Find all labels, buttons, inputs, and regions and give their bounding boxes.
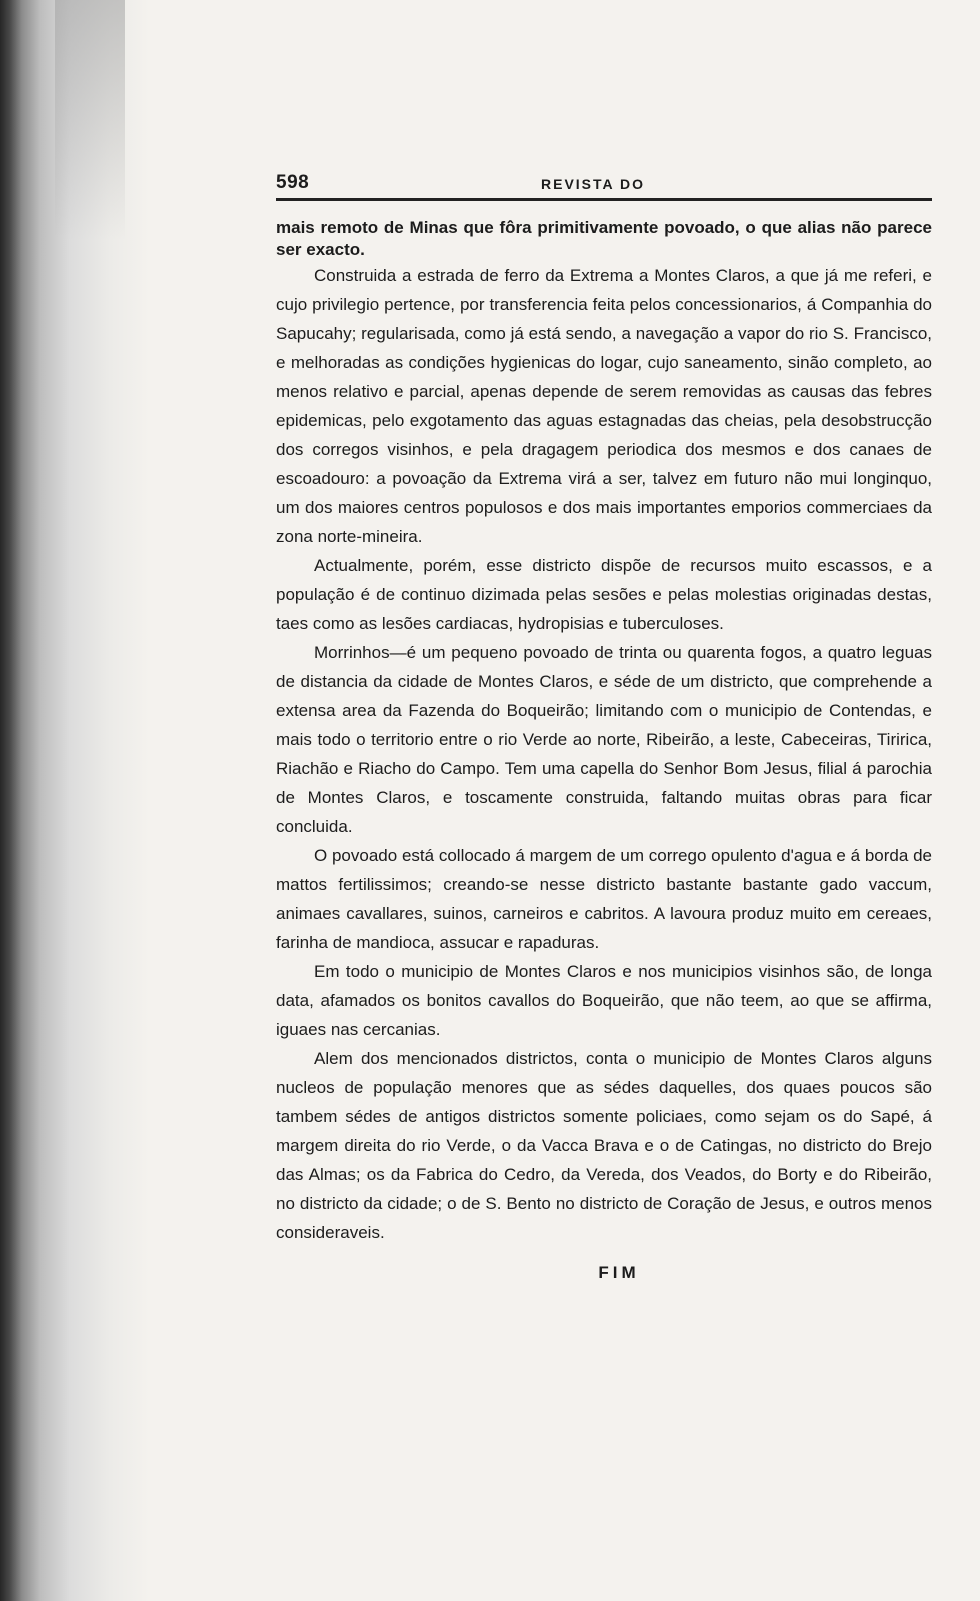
paragraph-6: Em todo o municipio de Montes Claros e nos municipios visinhos são, de longa data, afamados os bonitos cavallos do Boqueirão, que não teem, ao que se affirma, iguaes nas cercanias. (276, 962, 932, 1039)
book-page (276, 170, 932, 1283)
running-title: REVISTA DO (541, 176, 646, 192)
paragraph-1: mais remoto de Minas que fôra primitivamente povoado, o que alias não parece ser exacto. (276, 218, 932, 259)
page-number: 598 (276, 172, 310, 193)
scan-shadow (55, 0, 125, 240)
running-header (276, 170, 932, 201)
paragraph-5: O povoado está collocado á margem de um corrego opulento d'agua e á borda de mattos fertilissimos; creando-se nesse districto bastante bastante gado vaccum, animaes cavallares, suinos, carneiros e cabritos. A lavoura produz muito em cereaes, farinha de mandioca, assucar e rapaduras. (276, 846, 932, 952)
paragraph-7: Alem dos mencionados districtos, conta o municipio de Montes Claros alguns nucleos de população menores que as sédes daquelles, dos quaes poucos são tambem sédes de antigos districtos somente policiaes, como sejam os do Sapé, á margem direita do rio Verde, o da Vacca Brava e o de Catingas, no districto do Brejo das Almas; os da Fabrica do Cedro, da Vereda, dos Veados, do Borty e do Ribeirão, no districto da cidade; o de S. Bento no districto de Coração de Jesus, e outros menos consideraveis. (276, 1049, 932, 1242)
body-text (276, 217, 932, 1247)
scanned-binding-edge (0, 0, 150, 1601)
closing-mark: FIM (598, 1263, 640, 1282)
paragraph-2: Construida a estrada de ferro da Extrema a Montes Claros, a que já me referi, e cujo privilegio pertence, por transferencia feita pelos concessionarios, á Companhia do Sapucahy; regularisada, como já está sendo, a navegação a vapor do rio S. Francisco, e melhoradas as condições hygienicas do logar, cujo saneamento, sinão completo, ao menos relativo e parcial, apenas depende de serem removidas as causas das febres epidemicas, pelo exgotamento das aguas estagnadas das cheias, pela desobstrucção dos corregos visinhos, e pela dragagem periodica dos mesmos e dos canaes de escoadouro: a povoação da Extrema virá a ser, talvez em futuro não mui longinquo, um dos maiores centros populosos e dos mais importantes emporios commerciaes da zona norte-mineira. (276, 266, 932, 546)
paragraph-4: Morrinhos—é um pequeno povoado de trinta ou quarenta fogos, a quatro leguas de distancia da cidade de Montes Claros, e séde de um districto, que comprehende a extensa area da Fazenda do Boqueirão; limitando com o municipio de Contendas, e mais todo o territorio entre o rio Verde ao norte, Ribeirão, a leste, Cabeceiras, Tiririca, Riachão e Riacho do Campo. Tem uma capella do Senhor Bom Jesus, filial á parochia de Montes Claros, e toscamente construida, faltando muitas obras para ficar concluida. (276, 643, 932, 836)
paragraph-3: Actualmente, porém, esse districto dispõe de recursos muito escassos, e a população é de continuo dizimada pelas sesões e pelas molestias originadas destas, taes como as lesões cardiacas, hydropisias e tuberculoses. (276, 556, 932, 633)
